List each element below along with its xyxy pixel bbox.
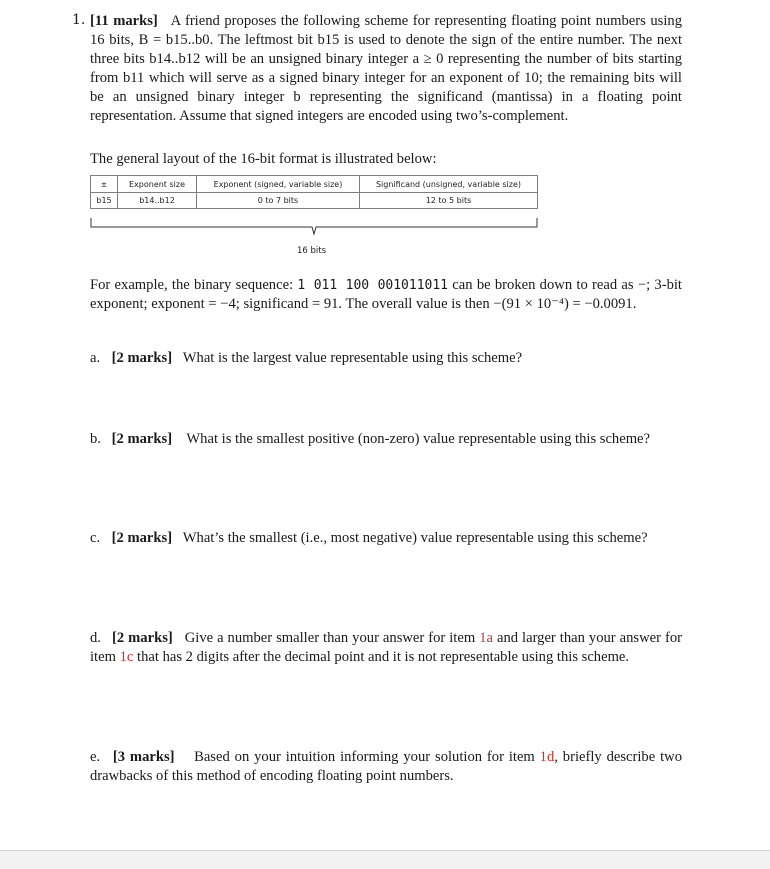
header-sign: ± bbox=[91, 176, 118, 193]
cell-sign-bit: b15 bbox=[91, 193, 118, 209]
item-d-marks: [2 marks] bbox=[112, 630, 173, 646]
layout-table bbox=[90, 175, 538, 209]
intro-text: A friend proposes the following scheme for representing floating point numbers using 16 bits, B = b15..b0. The leftmost bit b15 is used to denote the sign of the entire number. The next three bits b14..b12 will be an unsigned binary integer a ≥ 0 representing the number of bits starting from b11 which will serve as a signed binary integer for an exponent of 10; the remaining bits will be an unsigned binary integer b representing the significand (mantissa) in a floating point representation. Assume that signed integers are encoded using two’s-complement. bbox=[90, 13, 683, 124]
question-marks: [11 marks] bbox=[90, 13, 158, 29]
question-number: 1. bbox=[72, 12, 86, 28]
example-paragraph bbox=[90, 276, 682, 314]
header-exponent-size: Exponent size bbox=[118, 176, 197, 193]
header-exponent: Exponent (signed, variable size) bbox=[197, 176, 360, 193]
item-e-text-2: , briefly describe two drawbacks of this method of encoding floating point numbers. bbox=[90, 749, 682, 784]
item-a-label: a. bbox=[90, 350, 101, 366]
layout-figure bbox=[90, 175, 538, 209]
header-significand: Significand (unsigned, variable size) bbox=[360, 176, 538, 193]
item-d-text-3: that has 2 digits after the decimal point and it is not representable using this scheme. bbox=[137, 649, 630, 665]
item-d-text-1: Give a number smaller than your answer for item bbox=[184, 630, 476, 646]
page-bottom-band bbox=[0, 850, 770, 869]
cell-significand-bits: 12 to 5 bits bbox=[360, 193, 538, 209]
brace-label: 16 bits bbox=[297, 246, 327, 256]
item-d-ref-1c[interactable]: 1c bbox=[119, 649, 134, 665]
item-b bbox=[90, 430, 682, 449]
item-d bbox=[90, 629, 682, 667]
cell-exponent-bits: 0 to 7 bits bbox=[197, 193, 360, 209]
item-d-ref-1a[interactable]: 1a bbox=[479, 630, 493, 646]
item-d-label: d. bbox=[90, 630, 101, 646]
item-c-text: What’s the smallest (i.e., most negative) value representable using this scheme? bbox=[182, 530, 648, 546]
example-suffix: can be broken down to read as −; 3-bit exponent; exponent = −4; significand = 91. The overall value is then −(91 × 10⁻⁴) = −0.0091. bbox=[90, 277, 682, 312]
item-b-text: What is the smallest positive (non-zero) value representable using this scheme? bbox=[186, 431, 651, 447]
cell-exponent-size-bits: b14..b12 bbox=[118, 193, 197, 209]
item-c bbox=[90, 529, 682, 548]
item-e-marks: [3 marks] bbox=[112, 749, 175, 765]
item-e-label: e. bbox=[90, 749, 101, 765]
item-e-ref-1d[interactable]: 1d bbox=[539, 749, 555, 765]
item-b-marks: [2 marks] bbox=[111, 431, 173, 447]
item-a-marks: [2 marks] bbox=[111, 350, 173, 366]
example-sequence: 1 011 100 001011011 bbox=[297, 278, 449, 293]
item-d-text-2: and larger than your answer for item bbox=[90, 630, 682, 665]
brace-16-bits bbox=[90, 218, 550, 248]
item-a bbox=[90, 349, 682, 368]
item-c-label: c. bbox=[90, 530, 101, 546]
item-b-label: b. bbox=[90, 431, 101, 447]
question-intro bbox=[90, 12, 682, 126]
item-e bbox=[90, 748, 682, 786]
example-prefix: For example, the binary sequence: bbox=[90, 277, 294, 293]
item-c-marks: [2 marks] bbox=[111, 530, 173, 546]
layout-caption: The general layout of the 16-bit format is illustrated below: bbox=[90, 151, 437, 167]
item-a-text: What is the largest value representable using this scheme? bbox=[182, 350, 523, 366]
item-e-text-1: Based on your intuition informing your solution for item bbox=[194, 749, 535, 765]
